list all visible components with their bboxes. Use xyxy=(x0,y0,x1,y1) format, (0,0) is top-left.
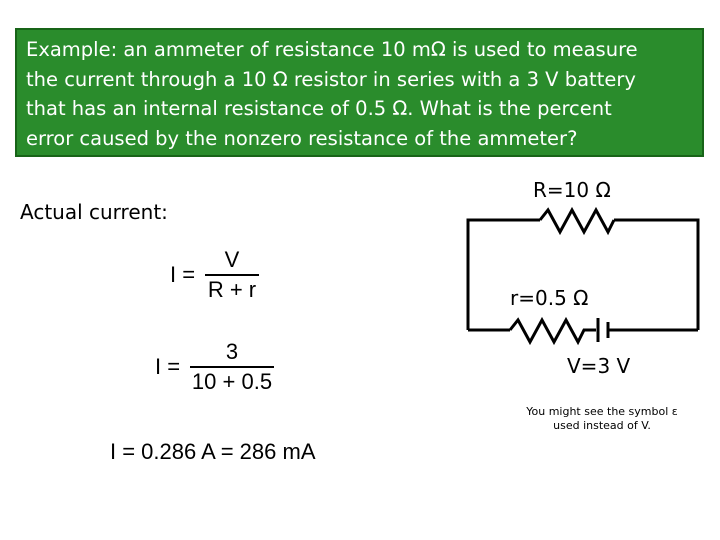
top-wire-right xyxy=(614,220,698,330)
symbol-note-line-1: You might see the symbol ε xyxy=(526,405,678,418)
actual-current-heading: Actual current: xyxy=(20,200,168,224)
problem-line-4: error caused by the nonzero resistance of the ammeter? xyxy=(26,126,578,150)
eq2-denominator: 10 + 0.5 xyxy=(191,368,273,394)
problem-line-2: the current through a 10 Ω resistor in series with a 3 V battery xyxy=(26,67,636,91)
problem-line-1: Example: an ammeter of resistance 10 mΩ is used to measure xyxy=(26,38,638,61)
resistor-r-icon xyxy=(540,210,614,232)
eq3-result: I = 0.286 A = 286 mA xyxy=(110,439,316,464)
symbol-note xyxy=(522,405,682,433)
eq2-numerator: 3 xyxy=(225,339,239,364)
internal-resistance-label: r=0.5 Ω xyxy=(510,286,589,310)
battery-voltage-label: V=3 V xyxy=(567,354,631,378)
top-wire-left xyxy=(468,220,540,330)
resistor-r-internal-icon xyxy=(510,320,596,342)
eq1-lhs: I = xyxy=(170,262,196,287)
symbol-note-line-2: used instead of V. xyxy=(553,419,651,432)
problem-line-3: that has an internal resistance of 0.5 Ω. What is the percent xyxy=(26,97,612,120)
eq1-numerator: V xyxy=(224,247,240,272)
eq2-lhs: I = xyxy=(155,354,181,379)
resistor-r-label: R=10 Ω xyxy=(533,178,611,202)
eq1-denominator: R + r xyxy=(207,276,257,302)
